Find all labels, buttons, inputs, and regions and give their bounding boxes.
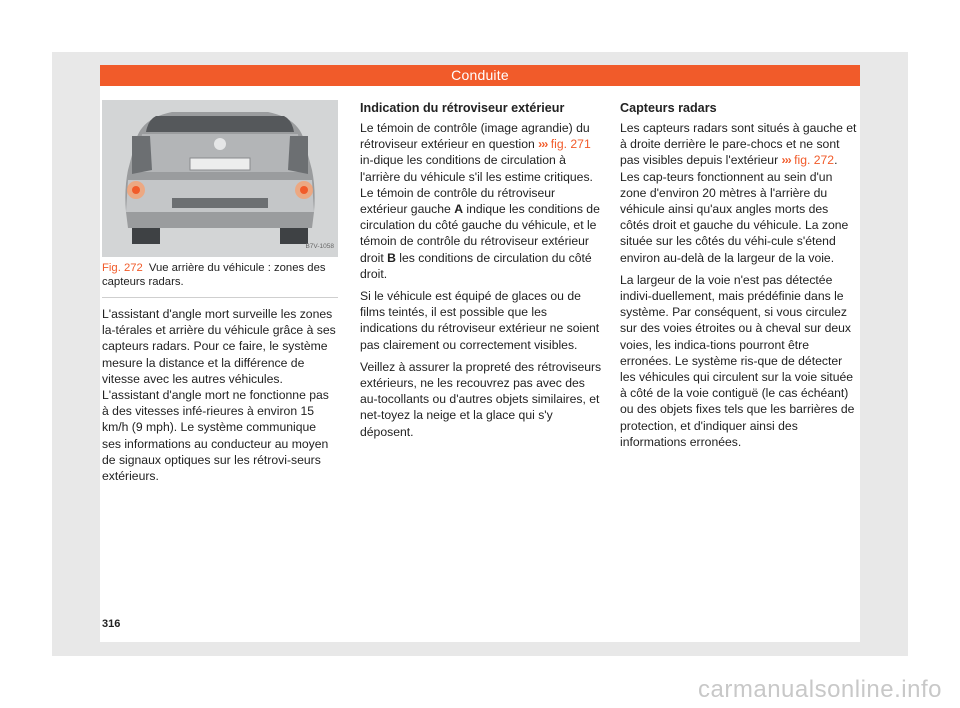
- car-rear-illustration: [102, 100, 338, 257]
- blind-spot-paragraph: L'assistant d'angle mort surveille les zones la-térales et arrière du véhicule grâce à ses capteurs radars. Pour ce faire, le système mesure la distance et la différence de vitesse avec les autres véhicules. L'assistant d'angle mort ne fonctionne pas à des vitesses infé-rieures à environ 15 km/h (9 mph). Le système communique ses informations au conducteur au moyen de signaux optiques sur les rétrovi-seurs extérieurs.: [102, 307, 336, 484]
- chapter-header: Conduite: [100, 65, 860, 86]
- fig-272-link[interactable]: fig. 272: [794, 153, 835, 168]
- car-rear-figure: [102, 100, 338, 257]
- fig-271-link[interactable]: fig. 271: [550, 137, 591, 152]
- label-a: A: [454, 202, 463, 217]
- section-heading-radar: Capteurs radars: [620, 101, 717, 115]
- radar-paragraph-1: [620, 120, 860, 266]
- mirror-paragraph-3: Veillez à assurer la propreté des rétroviseurs extérieurs, ne les recouvrez pas avec des au-tocollants ou d'autres objets similaires, et net-toyez la neige et la glace qui s'y déposent.: [360, 359, 602, 439]
- section-heading-mirror: Indication du rétroviseur extérieur: [360, 101, 565, 115]
- column-left: [102, 100, 338, 490]
- text-segment: in-dique les conditions de circulation à l'arrière du véhicule s'il les estime critiques. Le témoin de contrôle du rétroviseur extérieur gauche: [360, 153, 593, 217]
- text-segment: . Les cap-teurs fonctionnent au sein d'un zone d'environ 20 mètres à l'arrière du véhicule ainsi qu'aux angles morts des côtés droit et gauche du véhicule. La zone située sur les côtés du véhi-cule s'étend environ au-delà de la largeur de la voie.: [620, 153, 849, 265]
- reference-arrow-icon: ›››: [538, 137, 548, 152]
- column-middle: [360, 100, 604, 446]
- mirror-paragraph-2: Si le véhicule est équipé de glaces ou de films teintés, il est possible que les indications du rétroviseur extérieur ne soient pas clairement ou correctement visibles.: [360, 289, 600, 352]
- text-segment: les conditions de circulation du côté droit.: [360, 250, 592, 281]
- label-b: B: [387, 250, 396, 265]
- text-segment: Les capteurs radars sont situés à gauche et à droite derrière le pare-chocs et ne sont pas visibles depuis l'extérieur: [620, 121, 857, 168]
- watermark: carmanualsonline.info: [698, 676, 942, 703]
- caption-divider: [102, 297, 338, 298]
- figure-number: Fig. 272: [102, 262, 143, 274]
- mirror-paragraph-1: [360, 120, 604, 282]
- radar-paragraph-2: La largeur de la voie n'est pas détectée indivi-duellement, mais prédéfinie dans le système. Par conséquent, si vous circulez sur des voies étroites ou à cheval sur deux voies, les indica-tions pourront être erronées. Le système ris-que de détecter les véhicules qui circulent sur la voie située à côté de la voie contiguë (le cas échéant) ou des objets fixes tels que les barrières de protection, et d'indiquer ainsi des informations erronées.: [620, 272, 855, 449]
- figure-code: B7V-1058: [305, 242, 334, 250]
- reference-arrow-icon: ›››: [781, 153, 791, 168]
- figure-caption-text: Vue arrière du véhicule : zones des capteurs radars.: [102, 262, 326, 288]
- column-right: [620, 100, 860, 456]
- text-segment: Le témoin de contrôle (image agrandie) du rétroviseur extérieur en question: [360, 121, 590, 152]
- figure-caption: [102, 261, 338, 289]
- page-number: 316: [102, 618, 121, 630]
- text-segment: indique les conditions de circulation du côté gauche du véhicule, et le témoin de contrôle du rétroviseur extérieur droit: [360, 202, 600, 265]
